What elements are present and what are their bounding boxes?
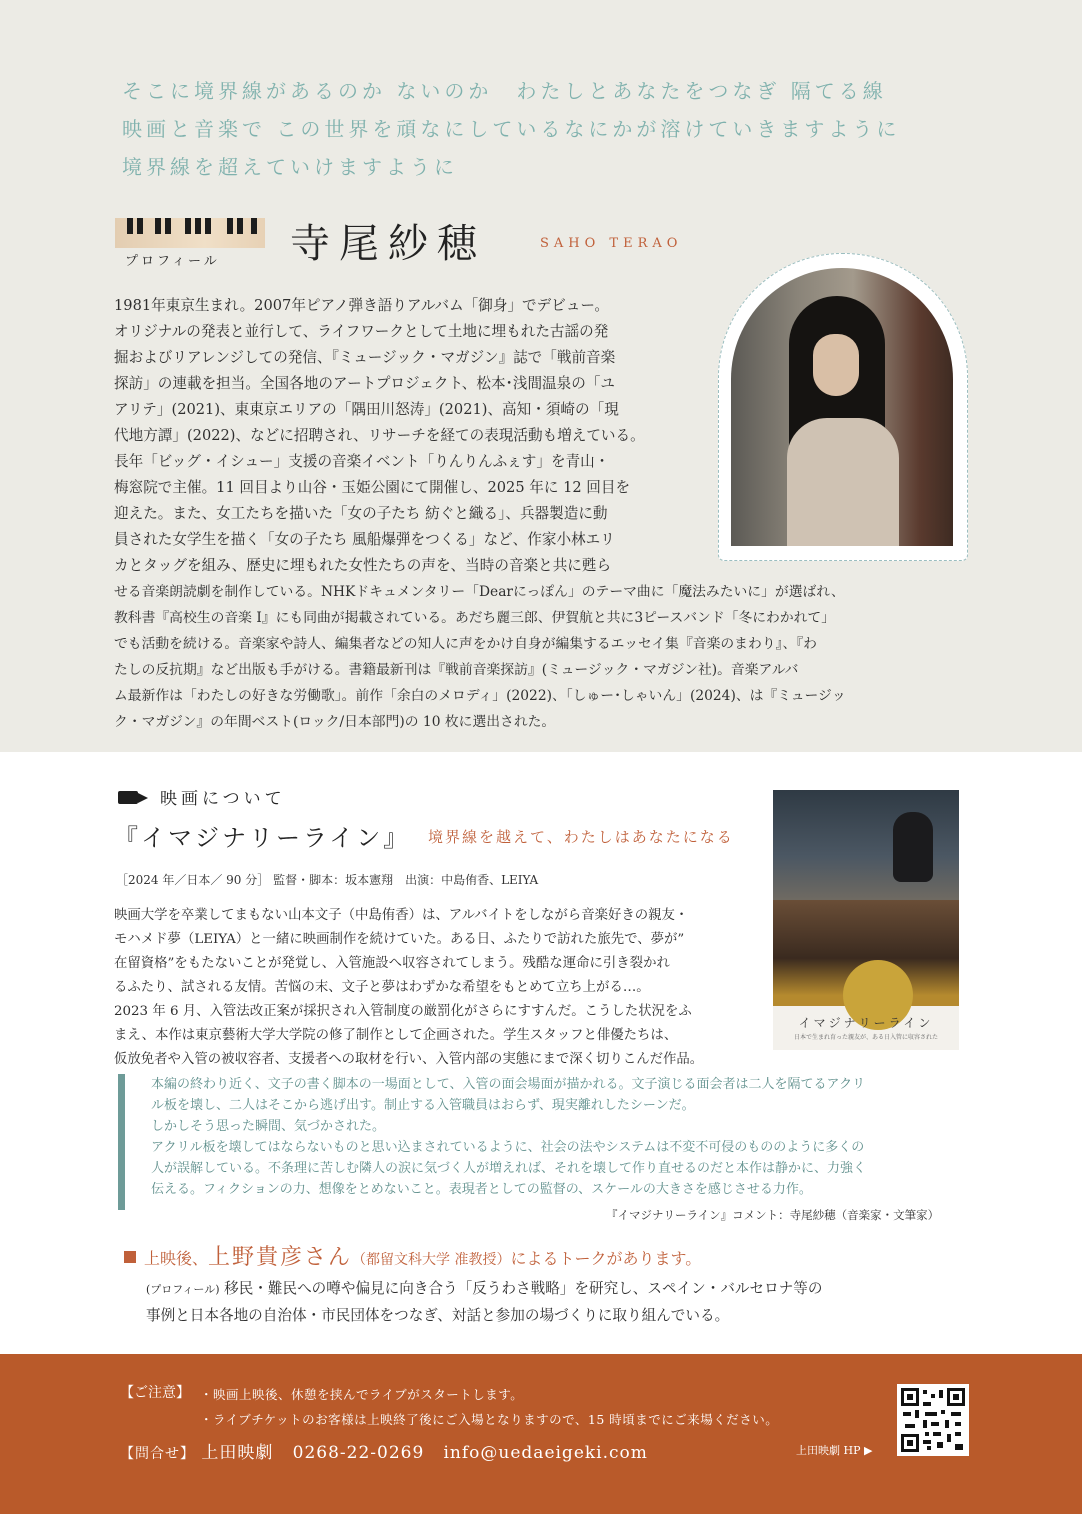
quote-line: ル板を壊し、二人はそこから逃げ出す。制止する入管職員はおらず、現実離れしたシーンだ。 [151,1098,695,1113]
artist-bio [114,293,846,735]
bio-line: 迎えた。また、女工たちを描いた「女の子たち 紡ぐと織る」、兵器製造に動 [114,505,608,522]
bio-line: ム最新作は「わたしの好きな労働歌」。前作「余白のメロディ」(2022)、「しゅー･しゃいん」(2024)、は『ミュージッ [114,688,846,704]
contact-info [120,1438,648,1463]
film-poster [773,790,959,1050]
bio-line: 員された女学生を描く「女の子たち 風船爆弾をつくる」など、作家小林エリ [114,531,615,548]
bio-line: でも活動を続ける。音楽家や詩人、編集者などの知人に声をかけ自身が編集するエッセイ集『音楽のまわり』、『わ [114,636,817,652]
talk-announcement [124,1240,701,1271]
synopsis-line: モハメド夢（LEIYA）と一緒に映画制作を続けていた。ある日、ふたりで訪れた旅先で、夢が” [114,932,685,947]
bio-line: 1981年東京生まれ。2007年ピアノ弾き語りアルバム「御身」でデビュー。 [114,297,610,314]
quote-line: アクリル板を壊してはならないものと思い込まされているように、社会の法やシステムは不変不可侵のもののように多くの [151,1140,865,1155]
quote-line: 本編の終わり近く、文子の書く脚本の一場面として、入管の面会場面が描かれる。文子演じる面会者は二人を隔てるアクリ [151,1077,866,1092]
speaker-profile-line: 移民・難民への噂や偏見に向き合う「反うわさ戦略」を研究し、スペイン・バルセロナ等の [219,1280,823,1297]
film-title: 『イマジナリーライン』 [114,824,411,852]
camera-icon [118,789,152,805]
poem-line: 境界線を超えていけますように [122,155,458,179]
film-heading [118,784,286,809]
contact-name: 上田映劇 [201,1443,274,1463]
film-heading-label: 映画について [160,789,286,809]
synopsis-line: 仮放免者や入管の被収容者、支援者への取材を行い、入管内部の実態にまで深く切りこんだ作品。 [114,1052,704,1067]
bio-line: 梅窓院で主催。11 回目より山谷・玉姫公園にて開催し、2025 年に 12 回目を [114,479,631,496]
poem-line: 映画と音楽で この世界を頑なにしているなにかが溶けていきますように [122,117,901,141]
intro-poem [122,72,1002,186]
synopsis-line: 在留資格”をもたないことが発覚し、入管施設へ収容されてしまう。残酷な運命に引き裂かれ [114,956,670,971]
bio-line: オリジナルの発表と並行して、ライフワークとして土地に埋もれた古謡の発 [114,323,609,340]
quote-citation: 『イマジナリーライン』コメント：寺尾紗穂（音楽家・文筆家） [606,1208,940,1222]
notice-label: 【ご注意】 [120,1385,190,1401]
poster-title: イマジナリーライン [798,1016,934,1030]
profile-label: プロフィール [125,254,220,269]
speaker-profile [146,1276,822,1329]
speaker-profile-tag: (プロフィール) [146,1283,220,1296]
speaker-profile-line: 事例と日本各地の自治体・市民団体をつなぎ、対話と参加の場づくりに取り組んでいる。 [146,1307,730,1324]
film-synopsis [114,904,703,1072]
square-bullet-icon [124,1251,136,1263]
quote-line: 伝える。フィクションの力、想像をとめないこと。表現者としての監督の、スケールの大きさを感じさせる力作。 [151,1182,812,1197]
quote-line: 人が誤解している。不条理に苦しむ隣人の涙に気づく人が増えれば、それを壊して作り直せるのだと本作は静かに、力強く [151,1161,867,1176]
qr-code-icon[interactable] [897,1384,969,1456]
bio-line: 教科書『高校生の音楽 I』にも同曲が掲載されている。あだち麗三郎、伊賀航と共に3ピースバンド「冬にわかれて」 [114,610,836,626]
talk-suffix: によるトークがあります。 [510,1249,702,1268]
homepage-link[interactable]: 上田映劇 HP ▶ [796,1444,873,1457]
bio-line: 代地方譚」(2022)、などに招聘され、リサーチを経ての表現活動も増えている。 [114,427,645,444]
synopsis-line: まえ、本作は東京藝術大学大学院の修了制作として企画された。学生スタッフと俳優たちは、 [114,1028,678,1043]
bio-line: ク・マガジン』の年間ベスト(ロック/日本部門)の 10 枚に選出された。 [114,714,556,730]
notice-list [200,1382,778,1432]
synopsis-line: るふたり、試される友情。苦悩の末、文子と夢はわずかな希望をもとめて立ち上がる…。 [114,980,650,995]
synopsis-line: 映画大学を卒業してまもない山本文子（中島侑香）は、アルバイトをしながら音楽好きの親友・ [114,908,689,923]
synopsis-line: 2023 年 6 月、入管法改正案が採択され入管制度の厳罰化がさらにすすんだ。こうした状況をふ [114,1004,692,1019]
contact-email[interactable]: info@uedaeigeki.com [443,1443,648,1463]
film-subtitle: 境界線を越えて、わたしはあなたになる [428,828,734,846]
film-meta: ［2024 年／日本／ 90 分］ 監督・脚本：坂本憲翔 出演：中島侑香、LEIYA [116,873,539,887]
contact-label: 【問合せ】 [120,1446,195,1462]
contact-phone[interactable]: 0268-22-0269 [292,1443,425,1463]
comment-quote [118,1074,975,1210]
talk-prefix: 上映後、 [144,1249,209,1268]
talk-speaker: 上野貴彦さん [208,1245,353,1270]
notice-item: ・ライブチケットのお客様は上映終了後にご入場となりますので、15 時頃までにご来場ください。 [200,1412,779,1427]
bio-line: 長年「ビッグ・イシュー」支援の音楽イベント「りんりんふぇす」を青山・ [114,453,610,470]
artist-name-en: SAHO TERAO [540,236,683,251]
bio-line: カとタッグを組み、歴史に埋もれた女性たちの声を、当時の音楽と共に甦ら [114,557,612,574]
bio-line: 掘およびリアレンジしての発信、『ミュージック・マガジン』誌で「戦前音楽 [114,349,616,366]
poem-line: そこに境界線があるのか ないのか わたしとあなたをつなぎ 隔てる線 [122,79,887,103]
artist-name: 寺尾紗穂 [290,221,486,267]
talk-affiliation: （都留文科大学 准教授） [352,1252,511,1268]
notice-item: ・映画上映後、休憩を挟んでライブがスタートします。 [200,1387,524,1402]
footer [0,1354,1082,1514]
bio-line: アリテ」(2021)、東東京エリアの「隅田川怒涛」(2021)、高知・須崎の「現 [114,401,619,418]
bio-line: せる音楽朗読劇を制作している。NHKドキュメンタリー「Dearにっぽん」のテーマ曲に「魔法みたいに」が選ばれ、 [114,584,845,600]
bio-line: 探訪」の連載を担当。全国各地のアートプロジェクト、松本･浅間温泉の「ユ [114,375,616,392]
poster-tagline: 日本で生まれ育った親友が、ある日入管に収容された [793,1034,938,1041]
bio-line: たしの反抗期』など出版も手がける。書籍最新刊は『戦前音楽探訪』(ミュージック・マガジン社)。音楽アルバ [114,662,799,678]
piano-keys-icon [115,218,265,248]
quote-line: しかしそう思った瞬間、気づかされた。 [151,1119,386,1134]
